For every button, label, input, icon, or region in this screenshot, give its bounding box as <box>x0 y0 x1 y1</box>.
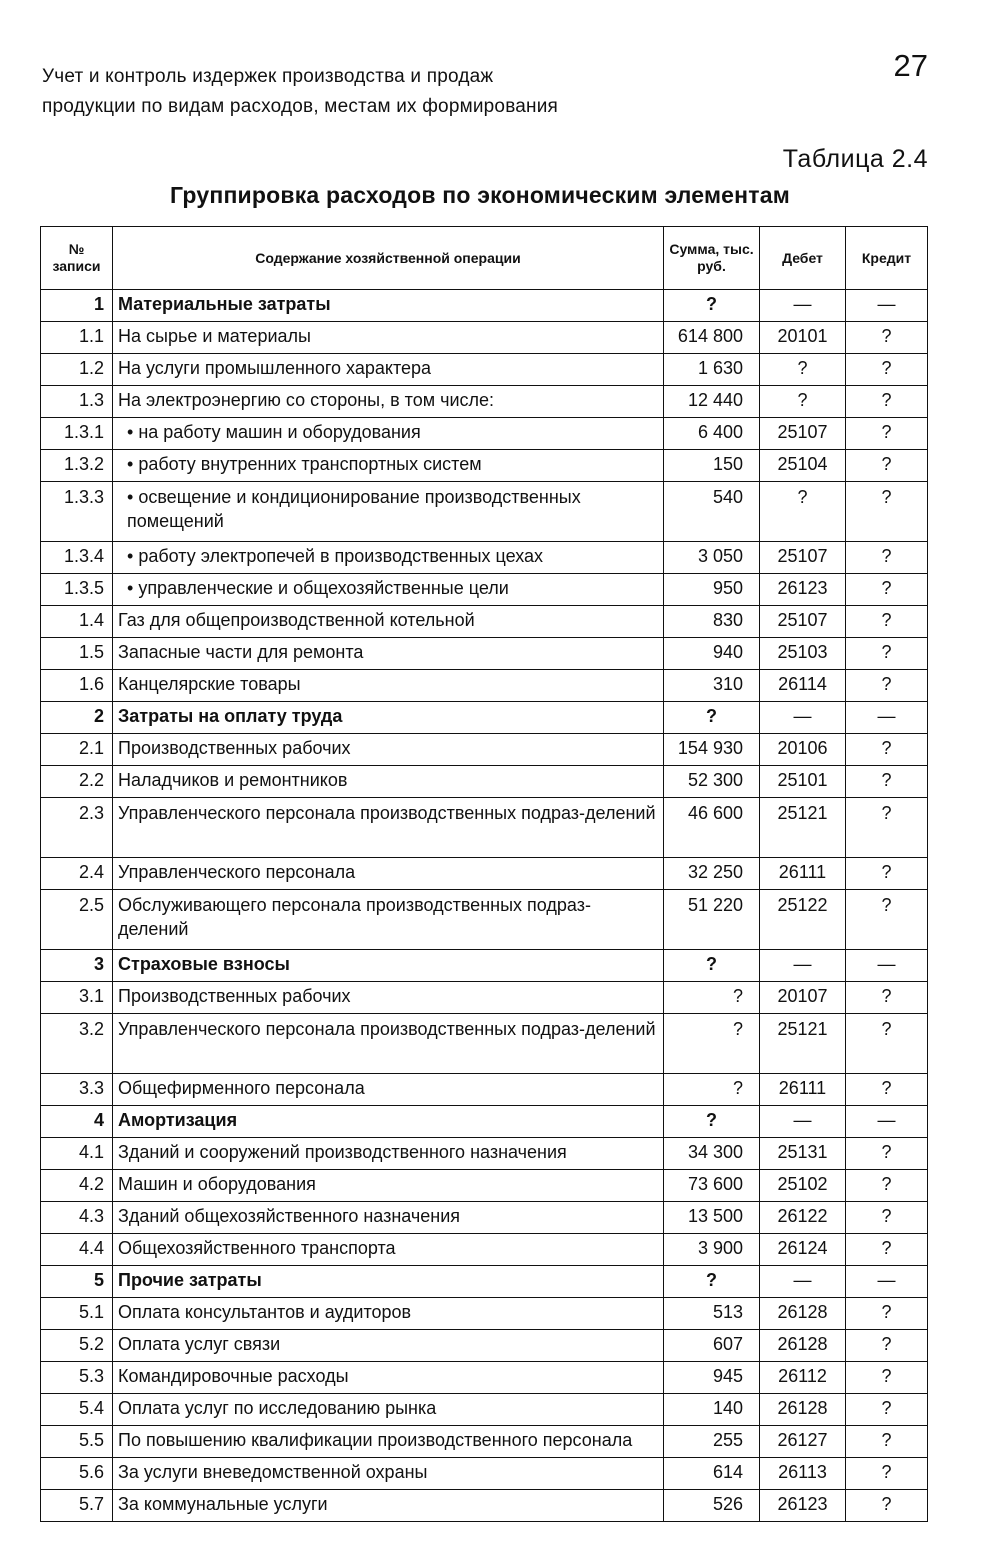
cell-record-number: 5.6 <box>41 1458 113 1490</box>
table-row <box>41 450 928 482</box>
cell-credit-account: — <box>846 290 928 322</box>
cell-debit-account: 26114 <box>760 670 846 702</box>
cell-record-number: 3.1 <box>41 982 113 1014</box>
column-header-debit: Дебет <box>760 227 846 290</box>
cell-operation-description: Командировочные расходы <box>113 1362 664 1394</box>
cell-credit-account: ? <box>846 542 928 574</box>
cell-amount: 950 <box>664 574 760 606</box>
cell-amount: 540 <box>664 482 760 542</box>
cell-debit-account: 26112 <box>760 1362 846 1394</box>
cell-amount: 51 220 <box>664 890 760 950</box>
cell-amount: 310 <box>664 670 760 702</box>
table-section-row <box>41 1266 928 1298</box>
cell-amount: 3 050 <box>664 542 760 574</box>
cell-credit-account: ? <box>846 1394 928 1426</box>
table-section-row <box>41 950 928 982</box>
cell-record-number: 1.5 <box>41 638 113 670</box>
cell-debit-account: 25107 <box>760 418 846 450</box>
cell-credit-account: — <box>846 702 928 734</box>
cell-debit-account: 25102 <box>760 1170 846 1202</box>
cell-credit-account: ? <box>846 734 928 766</box>
cell-debit-account: — <box>760 1266 846 1298</box>
table-row <box>41 798 928 858</box>
table-row <box>41 354 928 386</box>
cell-debit-account: 25107 <box>760 542 846 574</box>
table-body <box>41 290 928 1522</box>
cell-amount: 32 250 <box>664 858 760 890</box>
cell-operation-description: На электроэнергию со стороны, в том числе: <box>113 386 664 418</box>
cell-operation-description: За услуги вневедомственной охраны <box>113 1458 664 1490</box>
table-row <box>41 734 928 766</box>
cell-operation-description: На сырье и материалы <box>113 322 664 354</box>
cell-operation-description: На услуги промышленного характера <box>113 354 664 386</box>
cell-operation-description: Оплата услуг по исследованию рынка <box>113 1394 664 1426</box>
cell-record-number: 5.2 <box>41 1330 113 1362</box>
table-row <box>41 322 928 354</box>
table-row <box>41 982 928 1014</box>
table-row <box>41 670 928 702</box>
cell-record-number: 2.3 <box>41 798 113 858</box>
cell-operation-description: Управленческого персонала производственных подраз-делений <box>113 798 664 858</box>
table-row <box>41 1074 928 1106</box>
cell-record-number: 4.3 <box>41 1202 113 1234</box>
table-title: Группировка расходов по экономическим элементам <box>170 182 790 208</box>
cell-operation-description: По повышению квалификации производственного персонала <box>113 1426 664 1458</box>
cell-amount: 940 <box>664 638 760 670</box>
table-row <box>41 1426 928 1458</box>
cell-record-number: 5.3 <box>41 1362 113 1394</box>
cell-record-number: 1.3 <box>41 386 113 418</box>
table-row <box>41 606 928 638</box>
running-head <box>42 62 558 122</box>
cell-record-number: 5.1 <box>41 1298 113 1330</box>
cell-record-number: 1.2 <box>41 354 113 386</box>
table-section-row <box>41 290 928 322</box>
cell-record-number: 1.3.2 <box>41 450 113 482</box>
cell-record-number: 4.2 <box>41 1170 113 1202</box>
cell-record-number: 2.5 <box>41 890 113 950</box>
cell-amount: 526 <box>664 1490 760 1522</box>
cell-debit-account: 25121 <box>760 798 846 858</box>
cell-operation-description: Газ для общепроизводственной котельной <box>113 606 664 638</box>
cell-amount: 150 <box>664 450 760 482</box>
cell-operation-description: Машин и оборудования <box>113 1170 664 1202</box>
cell-operation-description: Управленческого персонала <box>113 858 664 890</box>
table-row <box>41 638 928 670</box>
cell-operation-description: Запасные части для ремонта <box>113 638 664 670</box>
cell-record-number: 3 <box>41 950 113 982</box>
table-row <box>41 890 928 950</box>
cell-amount: ? <box>664 702 760 734</box>
cell-record-number: 4.4 <box>41 1234 113 1266</box>
cell-record-number: 3.3 <box>41 1074 113 1106</box>
cell-credit-account: ? <box>846 322 928 354</box>
column-header-desc: Содержание хозяйственной операции <box>113 227 664 290</box>
table-header-row <box>41 227 928 290</box>
cell-credit-account: ? <box>846 606 928 638</box>
cell-amount: 255 <box>664 1426 760 1458</box>
cell-record-number: 1.4 <box>41 606 113 638</box>
cell-credit-account: ? <box>846 858 928 890</box>
cell-credit-account: ? <box>846 418 928 450</box>
cell-credit-account: ? <box>846 766 928 798</box>
cell-debit-account: ? <box>760 482 846 542</box>
cell-credit-account: ? <box>846 890 928 950</box>
expenses-table <box>40 226 928 1522</box>
table-row <box>41 1490 928 1522</box>
cell-record-number: 1.6 <box>41 670 113 702</box>
cell-record-number: 4 <box>41 1106 113 1138</box>
cell-credit-account: ? <box>846 1330 928 1362</box>
table-row <box>41 1394 928 1426</box>
cell-debit-account: 26123 <box>760 574 846 606</box>
cell-amount: 6 400 <box>664 418 760 450</box>
cell-amount: ? <box>664 950 760 982</box>
table-row <box>41 1202 928 1234</box>
cell-amount: ? <box>664 1266 760 1298</box>
cell-record-number: 2.1 <box>41 734 113 766</box>
cell-record-number: 1.3.1 <box>41 418 113 450</box>
cell-amount: 945 <box>664 1362 760 1394</box>
column-header-amount: Сумма, тыс. руб. <box>664 227 760 290</box>
cell-amount: 52 300 <box>664 766 760 798</box>
cell-operation-description: • работу электропечей в производственных цехах <box>113 542 664 574</box>
cell-amount: 13 500 <box>664 1202 760 1234</box>
table-row <box>41 418 928 450</box>
cell-debit-account: 25131 <box>760 1138 846 1170</box>
cell-operation-description: Наладчиков и ремонтников <box>113 766 664 798</box>
cell-debit-account: ? <box>760 386 846 418</box>
cell-amount: ? <box>664 1014 760 1074</box>
cell-operation-description: Амортизация <box>113 1106 664 1138</box>
cell-debit-account: 25101 <box>760 766 846 798</box>
cell-operation-description: • работу внутренних транспортных систем <box>113 450 664 482</box>
cell-debit-account: 25107 <box>760 606 846 638</box>
cell-credit-account: ? <box>846 1426 928 1458</box>
cell-debit-account: ? <box>760 354 846 386</box>
cell-credit-account: ? <box>846 1458 928 1490</box>
cell-amount: 73 600 <box>664 1170 760 1202</box>
cell-amount: 34 300 <box>664 1138 760 1170</box>
cell-operation-description: Общехозяйственного транспорта <box>113 1234 664 1266</box>
cell-credit-account: ? <box>846 386 928 418</box>
cell-debit-account: — <box>760 290 846 322</box>
cell-operation-description: • на работу машин и оборудования <box>113 418 664 450</box>
cell-amount: 513 <box>664 1298 760 1330</box>
cell-record-number: 2.4 <box>41 858 113 890</box>
cell-debit-account: 25103 <box>760 638 846 670</box>
cell-credit-account: ? <box>846 574 928 606</box>
cell-record-number: 3.2 <box>41 1014 113 1074</box>
cell-credit-account: — <box>846 950 928 982</box>
cell-amount: 1 630 <box>664 354 760 386</box>
cell-record-number: 1.3.5 <box>41 574 113 606</box>
cell-credit-account: ? <box>846 1202 928 1234</box>
cell-debit-account: 20107 <box>760 982 846 1014</box>
cell-debit-account: 26111 <box>760 1074 846 1106</box>
cell-record-number: 1 <box>41 290 113 322</box>
cell-operation-description: Оплата услуг связи <box>113 1330 664 1362</box>
table-row <box>41 1362 928 1394</box>
cell-amount: 614 <box>664 1458 760 1490</box>
cell-debit-account: 20106 <box>760 734 846 766</box>
cell-operation-description: Управленческого персонала производственных подраз-делений <box>113 1014 664 1074</box>
cell-operation-description: Общефирменного персонала <box>113 1074 664 1106</box>
table-row <box>41 858 928 890</box>
cell-amount: 3 900 <box>664 1234 760 1266</box>
cell-debit-account: — <box>760 950 846 982</box>
cell-operation-description: Обслуживающего персонала производственных подраз-делений <box>113 890 664 950</box>
cell-credit-account: ? <box>846 982 928 1014</box>
cell-credit-account: ? <box>846 1362 928 1394</box>
table-section-row <box>41 1106 928 1138</box>
table-row <box>41 766 928 798</box>
running-title-line2: продукции по видам расходов, местам их формирования <box>42 96 559 117</box>
cell-credit-account: — <box>846 1106 928 1138</box>
cell-amount: 12 440 <box>664 386 760 418</box>
cell-amount: 830 <box>664 606 760 638</box>
cell-debit-account: 26123 <box>760 1490 846 1522</box>
cell-operation-description: Канцелярские товары <box>113 670 664 702</box>
cell-debit-account: — <box>760 702 846 734</box>
cell-record-number: 1.3.3 <box>41 482 113 542</box>
cell-amount: 607 <box>664 1330 760 1362</box>
cell-amount: ? <box>664 1106 760 1138</box>
cell-credit-account: ? <box>846 1298 928 1330</box>
cell-amount: 154 930 <box>664 734 760 766</box>
cell-debit-account: 26128 <box>760 1298 846 1330</box>
cell-debit-account: 26113 <box>760 1458 846 1490</box>
cell-record-number: 5.4 <box>41 1394 113 1426</box>
cell-credit-account: ? <box>846 1138 928 1170</box>
cell-record-number: 2 <box>41 702 113 734</box>
cell-record-number: 1.3.4 <box>41 542 113 574</box>
table-section-row <box>41 702 928 734</box>
cell-debit-account: — <box>760 1106 846 1138</box>
cell-debit-account: 20101 <box>760 322 846 354</box>
cell-credit-account: ? <box>846 1234 928 1266</box>
table-row <box>41 1138 928 1170</box>
table-row <box>41 1458 928 1490</box>
cell-amount: ? <box>664 982 760 1014</box>
cell-debit-account: 25104 <box>760 450 846 482</box>
running-title-line1: Учет и контроль издержек производства и продаж <box>42 66 494 87</box>
cell-record-number: 1.1 <box>41 322 113 354</box>
table-row <box>41 1014 928 1074</box>
cell-credit-account: ? <box>846 450 928 482</box>
cell-debit-account: 26127 <box>760 1426 846 1458</box>
table-row <box>41 542 928 574</box>
cell-amount: ? <box>664 290 760 322</box>
table-row <box>41 1234 928 1266</box>
column-header-credit: Кредит <box>846 227 928 290</box>
cell-debit-account: 26111 <box>760 858 846 890</box>
cell-credit-account: ? <box>846 798 928 858</box>
page-number: 27 <box>893 48 928 83</box>
table-label: Таблица 2.4 <box>782 145 928 173</box>
cell-debit-account: 26124 <box>760 1234 846 1266</box>
cell-operation-description: Производственных рабочих <box>113 734 664 766</box>
table-row <box>41 1330 928 1362</box>
cell-operation-description: • управленческие и общехозяйственные цели <box>113 574 664 606</box>
table-row <box>41 386 928 418</box>
cell-record-number: 4.1 <box>41 1138 113 1170</box>
cell-amount: ? <box>664 1074 760 1106</box>
table-row <box>41 482 928 542</box>
cell-credit-account: ? <box>846 1170 928 1202</box>
cell-credit-account: ? <box>846 1074 928 1106</box>
cell-credit-account: ? <box>846 482 928 542</box>
cell-operation-description: Материальные затраты <box>113 290 664 322</box>
cell-credit-account: ? <box>846 670 928 702</box>
cell-debit-account: 25122 <box>760 890 846 950</box>
cell-operation-description: За коммунальные услуги <box>113 1490 664 1522</box>
table-row <box>41 574 928 606</box>
cell-amount: 614 800 <box>664 322 760 354</box>
cell-operation-description: Производственных рабочих <box>113 982 664 1014</box>
cell-credit-account: ? <box>846 1014 928 1074</box>
cell-credit-account: — <box>846 1266 928 1298</box>
cell-credit-account: ? <box>846 1490 928 1522</box>
cell-debit-account: 26122 <box>760 1202 846 1234</box>
cell-operation-description: Зданий общехозяйственного назначения <box>113 1202 664 1234</box>
table-row <box>41 1170 928 1202</box>
cell-credit-account: ? <box>846 638 928 670</box>
cell-credit-account: ? <box>846 354 928 386</box>
cell-operation-description: Затраты на оплату труда <box>113 702 664 734</box>
cell-amount: 140 <box>664 1394 760 1426</box>
cell-operation-description: Зданий и сооружений производственного назначения <box>113 1138 664 1170</box>
cell-operation-description: • освещение и кондиционирование производственных помещений <box>113 482 664 542</box>
cell-operation-description: Страховые взносы <box>113 950 664 982</box>
cell-record-number: 5 <box>41 1266 113 1298</box>
cell-operation-description: Оплата консультантов и аудиторов <box>113 1298 664 1330</box>
cell-debit-account: 25121 <box>760 1014 846 1074</box>
cell-amount: 46 600 <box>664 798 760 858</box>
table-row <box>41 1298 928 1330</box>
column-header-num: № записи <box>41 227 113 290</box>
cell-operation-description: Прочие затраты <box>113 1266 664 1298</box>
cell-debit-account: 26128 <box>760 1394 846 1426</box>
cell-record-number: 5.5 <box>41 1426 113 1458</box>
cell-record-number: 2.2 <box>41 766 113 798</box>
cell-debit-account: 26128 <box>760 1330 846 1362</box>
cell-record-number: 5.7 <box>41 1490 113 1522</box>
